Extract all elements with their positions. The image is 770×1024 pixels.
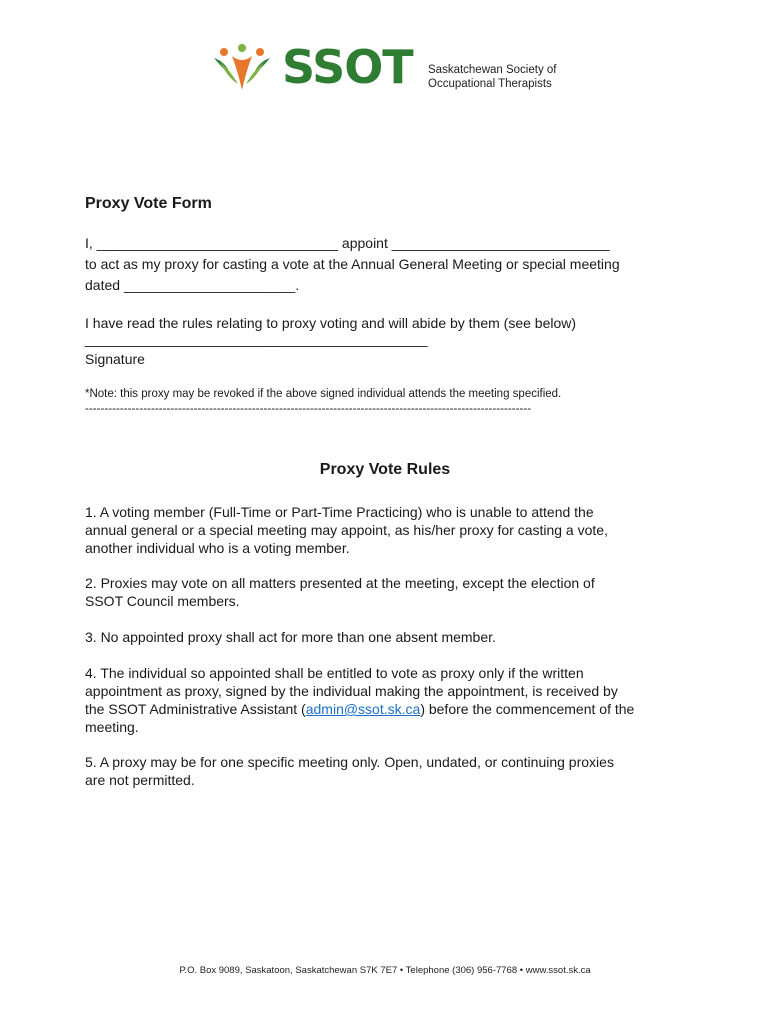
rule-4-line-4: meeting. bbox=[85, 719, 139, 735]
rule-4-line-3-post: ) before the commencement of the bbox=[420, 701, 635, 717]
rule-3-line-1: 3. No appointed proxy shall act for more than one absent member. bbox=[85, 629, 496, 645]
rule-4-line-3 bbox=[85, 700, 695, 718]
logo-wordmark: SSOT bbox=[282, 40, 413, 94]
rule-4-line-3-pre: the SSOT Administrative Assistant ( bbox=[85, 701, 306, 717]
rule-5-line-2: are not permitted. bbox=[85, 772, 195, 788]
footer-contact: P.O. Box 9089, Saskatoon, Saskatchewan S7K 7E7 • Telephone (306) 956-7768 • www.ssot.sk.ca bbox=[179, 965, 591, 976]
revocation-note: *Note: this proxy may be revoked if the above signed individual attends the meeting specified. bbox=[85, 388, 562, 400]
rule-5 bbox=[85, 753, 695, 789]
logo-tagline bbox=[428, 63, 557, 91]
rule-2-line-1: 2. Proxies may vote on all matters presented at the meeting, except the election of bbox=[85, 575, 595, 591]
rule-1-line-3: another individual who is a voting member. bbox=[85, 540, 350, 556]
rule-4-line-1: 4. The individual so appointed shall be entitled to vote as proxy only if the written bbox=[85, 665, 584, 681]
date-line[interactable]: dated ______________________. bbox=[85, 277, 300, 293]
tagline-line-2: Occupational Therapists bbox=[428, 78, 552, 90]
agreement-line: I have read the rules relating to proxy voting and will abide by them (see below) bbox=[85, 315, 577, 331]
rule-5-line-1: 5. A proxy may be for one specific meeting only. Open, undated, or continuing proxies bbox=[85, 754, 614, 770]
rule-1-line-2: annual general or a special meeting may appoint, as his/her proxy for casting a vote, bbox=[85, 522, 608, 538]
rule-4 bbox=[85, 664, 695, 736]
rule-2 bbox=[85, 574, 695, 610]
cut-divider: ------------------------------------------------------------------------------------------------------------------- bbox=[85, 403, 532, 415]
rule-3 bbox=[85, 628, 695, 646]
signature-field[interactable]: ____________________________________________ bbox=[85, 331, 428, 347]
proxy-purpose-line: to act as my proxy for casting a vote at the Annual General Meeting or special meeting bbox=[85, 256, 620, 272]
people-logo-icon bbox=[212, 44, 272, 94]
rule-1 bbox=[85, 503, 695, 557]
rule-1-line-1: 1. A voting member (Full-Time or Part-Time Practicing) who is unable to attend the bbox=[85, 504, 594, 520]
proxy-appoint-line[interactable]: I, _______________________________ appoint ____________________________ bbox=[85, 235, 610, 251]
signature-label: Signature bbox=[85, 351, 145, 367]
admin-email-link[interactable]: admin@ssot.sk.ca bbox=[305, 701, 421, 717]
rule-2-line-2: SSOT Council members. bbox=[85, 593, 240, 609]
ssot-logo bbox=[212, 40, 572, 94]
rule-4-line-2: appointment as proxy, signed by the individual making the appointment, is received by bbox=[85, 683, 618, 699]
tagline-line-1: Saskatchewan Society of bbox=[428, 64, 557, 76]
rules-title: Proxy Vote Rules bbox=[319, 461, 451, 478]
form-title: Proxy Vote Form bbox=[85, 195, 212, 212]
